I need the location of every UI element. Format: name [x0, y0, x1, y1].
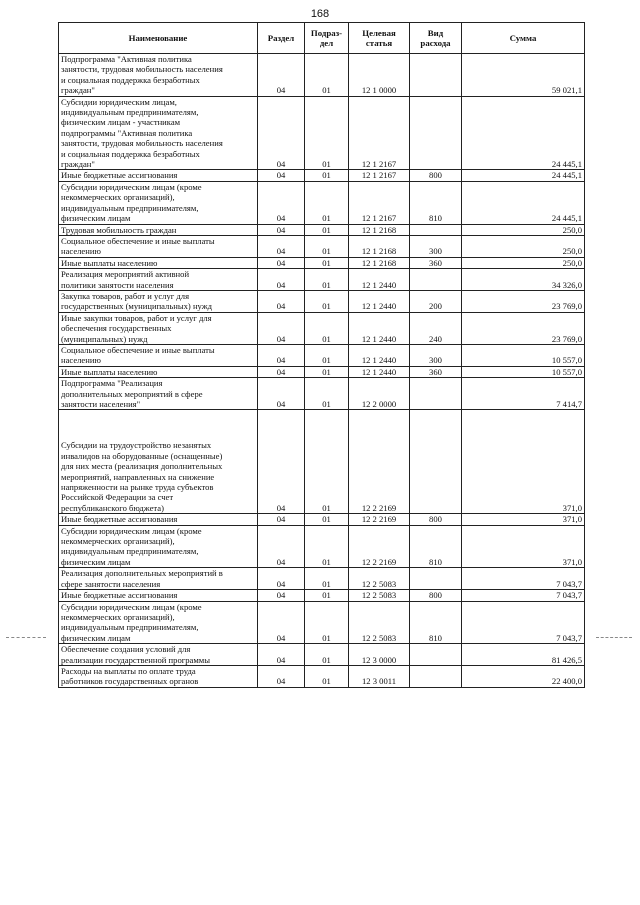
row-name: Иные выплаты населению — [59, 366, 258, 377]
row-amount: 23 769,0 — [462, 290, 585, 312]
header-expense-type: Вид расхода — [410, 23, 462, 54]
row-section: 04 — [258, 665, 305, 687]
row-subsection: 01 — [305, 235, 349, 257]
row-target-article: 12 3 0000 — [349, 644, 410, 666]
row-amount: 24 445,1 — [462, 96, 585, 170]
row-amount: 34 326,0 — [462, 269, 585, 291]
table-row — [59, 96, 585, 170]
row-section: 04 — [258, 590, 305, 601]
row-expense-type: 810 — [410, 525, 462, 568]
row-amount: 250,0 — [462, 224, 585, 235]
row-name: Иные выплаты населению — [59, 257, 258, 268]
row-expense-type: 240 — [410, 312, 462, 344]
margin-dash-right — [596, 637, 632, 638]
table-row — [59, 378, 585, 410]
row-section: 04 — [258, 312, 305, 344]
row-expense-type: 800 — [410, 590, 462, 601]
row-expense-type: 800 — [410, 514, 462, 525]
row-subsection: 01 — [305, 525, 349, 568]
row-section: 04 — [258, 568, 305, 590]
row-amount: 7 043,7 — [462, 590, 585, 601]
row-section: 04 — [258, 181, 305, 224]
row-subsection: 01 — [305, 644, 349, 666]
row-expense-type: 200 — [410, 290, 462, 312]
table-row — [59, 181, 585, 224]
table-row — [59, 235, 585, 257]
row-expense-type: 810 — [410, 181, 462, 224]
row-section: 04 — [258, 235, 305, 257]
row-amount: 7 043,7 — [462, 601, 585, 644]
header-target-article: Целевая статья — [349, 23, 410, 54]
row-section: 04 — [258, 410, 305, 514]
row-target-article: 12 1 2440 — [349, 290, 410, 312]
row-name: Иные закупки товаров, работ и услуг для обеспечения государственных (муниципальных) нужд — [59, 312, 258, 344]
row-amount: 7 414,7 — [462, 378, 585, 410]
row-section: 04 — [258, 170, 305, 181]
row-section: 04 — [258, 514, 305, 525]
row-name: Расходы на выплаты по оплате труда работников государственных органов — [59, 665, 258, 687]
row-name: Субсидии юридическим лицам (кроме некоммерческих организаций), индивидуальным предпринимателям, физическим лицам — [59, 525, 258, 568]
row-target-article: 12 2 2169 — [349, 525, 410, 568]
row-section: 04 — [258, 366, 305, 377]
row-target-article: 12 2 2169 — [349, 410, 410, 514]
row-target-article: 12 1 2440 — [349, 344, 410, 366]
row-subsection: 01 — [305, 269, 349, 291]
row-section: 04 — [258, 644, 305, 666]
row-name: Социальное обеспечение и иные выплаты населению — [59, 235, 258, 257]
row-name: Реализация мероприятий активной политики занятости населения — [59, 269, 258, 291]
margin-dash-left — [6, 637, 46, 638]
row-amount: 371,0 — [462, 410, 585, 514]
table-row — [59, 344, 585, 366]
header-amount: Сумма — [462, 23, 585, 54]
row-name: Иные бюджетные ассигнования — [59, 170, 258, 181]
page-number: 168 — [310, 8, 330, 20]
row-target-article: 12 2 2169 — [349, 514, 410, 525]
table-row — [59, 224, 585, 235]
row-section: 04 — [258, 96, 305, 170]
row-section: 04 — [258, 224, 305, 235]
row-subsection: 01 — [305, 181, 349, 224]
table-row — [59, 590, 585, 601]
row-subsection: 01 — [305, 312, 349, 344]
table-row — [59, 54, 585, 97]
table-header-row — [59, 23, 585, 54]
row-amount: 22 400,0 — [462, 665, 585, 687]
row-amount: 23 769,0 — [462, 312, 585, 344]
row-name: Закупка товаров, работ и услуг для государственных (муниципальных) нужд — [59, 290, 258, 312]
row-amount: 59 021,1 — [462, 54, 585, 97]
row-subsection: 01 — [305, 378, 349, 410]
row-expense-type: 300 — [410, 235, 462, 257]
row-subsection: 01 — [305, 290, 349, 312]
row-subsection: 01 — [305, 601, 349, 644]
row-expense-type: 360 — [410, 257, 462, 268]
row-name: Реализация дополнительных мероприятий в сфере занятости населения — [59, 568, 258, 590]
row-target-article: 12 1 0000 — [349, 54, 410, 97]
table-row — [59, 269, 585, 291]
row-target-article: 12 1 2167 — [349, 181, 410, 224]
row-amount: 250,0 — [462, 235, 585, 257]
row-subsection: 01 — [305, 54, 349, 97]
row-subsection: 01 — [305, 568, 349, 590]
row-target-article: 12 3 0011 — [349, 665, 410, 687]
row-name: Социальное обеспечение и иные выплаты населению — [59, 344, 258, 366]
row-subsection: 01 — [305, 224, 349, 235]
table-row — [59, 644, 585, 666]
row-section: 04 — [258, 344, 305, 366]
row-name: Обеспечение создания условий для реализации государственной программы — [59, 644, 258, 666]
row-target-article: 12 1 2167 — [349, 170, 410, 181]
row-expense-type — [410, 96, 462, 170]
row-name: Иные бюджетные ассигнования — [59, 590, 258, 601]
row-name: Подпрограмма "Реализация дополнительных мероприятий в сфере занятости населения" — [59, 378, 258, 410]
row-subsection: 01 — [305, 170, 349, 181]
table-row — [59, 366, 585, 377]
row-amount: 10 557,0 — [462, 344, 585, 366]
budget-table — [58, 22, 585, 688]
row-name: Трудовая мобильность граждан — [59, 224, 258, 235]
row-target-article: 12 1 2440 — [349, 312, 410, 344]
table-row — [59, 568, 585, 590]
row-target-article: 12 1 2168 — [349, 235, 410, 257]
row-expense-type — [410, 665, 462, 687]
header-section: Раздел — [258, 23, 305, 54]
row-name: Иные бюджетные ассигнования — [59, 514, 258, 525]
row-expense-type — [410, 54, 462, 97]
row-subsection: 01 — [305, 514, 349, 525]
row-subsection: 01 — [305, 96, 349, 170]
row-target-article: 12 2 0000 — [349, 378, 410, 410]
row-amount: 10 557,0 — [462, 366, 585, 377]
table-row — [59, 601, 585, 644]
row-expense-type — [410, 410, 462, 514]
row-section: 04 — [258, 290, 305, 312]
row-target-article: 12 2 5083 — [349, 568, 410, 590]
row-expense-type — [410, 378, 462, 410]
row-name: Подпрограмма "Активная политика занятости, трудовая мобильность населения и социальная поддержка безработных граждан" — [59, 54, 258, 97]
row-subsection: 01 — [305, 257, 349, 268]
table-row — [59, 290, 585, 312]
table-row — [59, 525, 585, 568]
row-target-article: 12 2 5083 — [349, 601, 410, 644]
row-expense-type — [410, 224, 462, 235]
row-section: 04 — [258, 525, 305, 568]
row-expense-type — [410, 644, 462, 666]
row-section: 04 — [258, 601, 305, 644]
row-expense-type — [410, 269, 462, 291]
row-name: Субсидии юридическим лицам, индивидуальным предпринимателям, физическим лицам - участникам подпрограммы "Активная политика занятости, трудовая мобильность населения и социальная поддержка безработных граждан" — [59, 96, 258, 170]
row-amount: 24 445,1 — [462, 181, 585, 224]
row-target-article: 12 1 2168 — [349, 224, 410, 235]
table-row — [59, 410, 585, 514]
table-body — [59, 54, 585, 688]
row-subsection: 01 — [305, 366, 349, 377]
row-subsection: 01 — [305, 665, 349, 687]
row-expense-type: 810 — [410, 601, 462, 644]
row-target-article: 12 1 2168 — [349, 257, 410, 268]
row-target-article: 12 1 2440 — [349, 269, 410, 291]
row-target-article: 12 1 2440 — [349, 366, 410, 377]
row-target-article: 12 2 5083 — [349, 590, 410, 601]
header-name: Наименование — [59, 23, 258, 54]
row-expense-type — [410, 568, 462, 590]
row-name: Субсидии юридическим лицам (кроме некоммерческих организаций), индивидуальным предпринимателям, физическим лицам — [59, 601, 258, 644]
row-name: Субсидии на трудоустройство незанятых инвалидов на оборудованные (оснащенные) для них места (реализация дополнительных мероприятий, направленных на снижение напряженности на рынке труда субъектов Российской Федерации за счет республиканского бюджета) — [59, 410, 258, 514]
row-amount: 81 426,5 — [462, 644, 585, 666]
row-expense-type: 800 — [410, 170, 462, 181]
table-row — [59, 514, 585, 525]
header-subsection: Подраз- дел — [305, 23, 349, 54]
row-section: 04 — [258, 269, 305, 291]
row-target-article: 12 1 2167 — [349, 96, 410, 170]
row-amount: 371,0 — [462, 514, 585, 525]
row-amount: 250,0 — [462, 257, 585, 268]
table-row — [59, 257, 585, 268]
row-subsection: 01 — [305, 344, 349, 366]
table-row — [59, 665, 585, 687]
row-section: 04 — [258, 257, 305, 268]
row-amount: 371,0 — [462, 525, 585, 568]
table-row — [59, 312, 585, 344]
row-amount: 24 445,1 — [462, 170, 585, 181]
table-row — [59, 170, 585, 181]
row-name: Субсидии юридическим лицам (кроме некоммерческих организаций), индивидуальным предпринимателям, физическим лицам — [59, 181, 258, 224]
row-section: 04 — [258, 54, 305, 97]
row-amount: 7 043,7 — [462, 568, 585, 590]
row-subsection: 01 — [305, 410, 349, 514]
row-expense-type: 360 — [410, 366, 462, 377]
row-section: 04 — [258, 378, 305, 410]
row-expense-type: 300 — [410, 344, 462, 366]
row-subsection: 01 — [305, 590, 349, 601]
